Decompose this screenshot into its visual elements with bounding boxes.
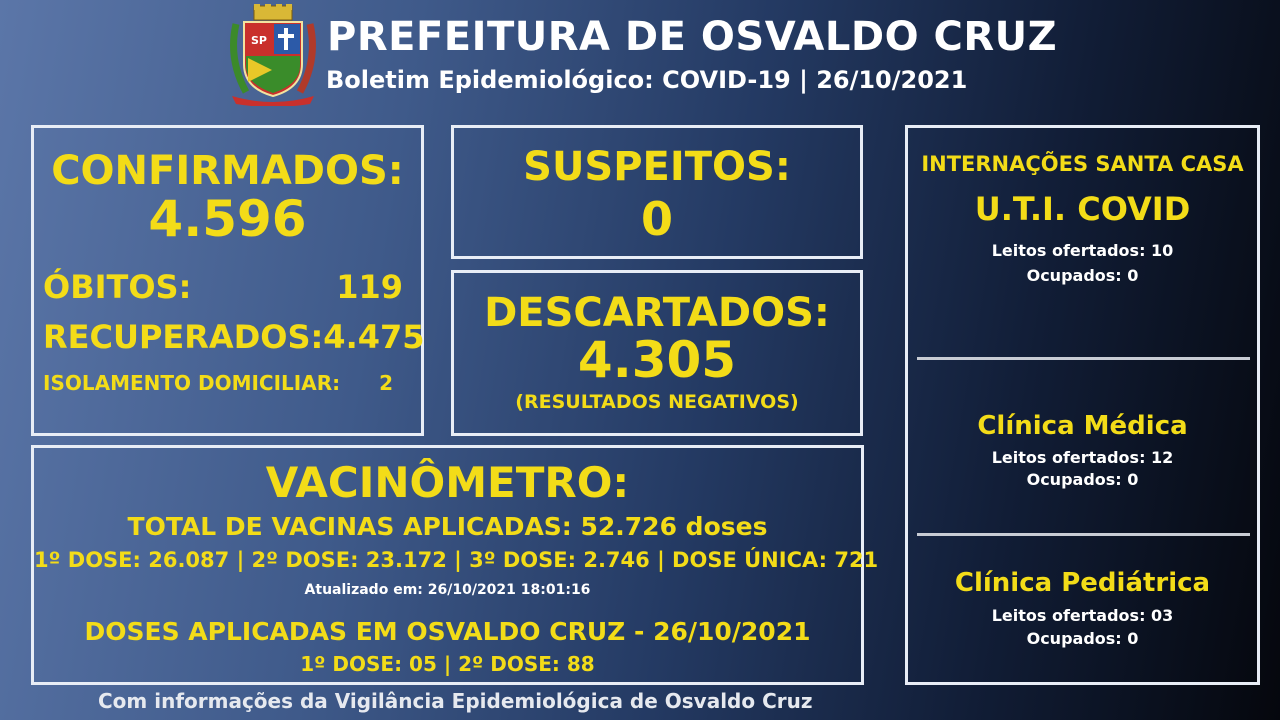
discarded-panel — [451, 270, 863, 436]
clinica-medica-beds-occupied: Ocupados: 0 — [1026, 470, 1139, 489]
clinica-medica-title: Clínica Médica — [977, 411, 1188, 441]
deaths-value: 119 — [336, 268, 403, 306]
confirmed-label: CONFIRMADOS: — [51, 148, 404, 194]
source-footer: Com informações da Vigilância Epidemiológica de Osvaldo Cruz — [98, 689, 813, 713]
deaths-row — [43, 268, 403, 306]
deaths-label: ÓBITOS: — [43, 268, 192, 306]
home-isolation-label: ISOLAMENTO DOMICILIAR: — [43, 371, 341, 395]
discarded-label: DESCARTADOS: — [484, 290, 830, 336]
clinica-pediatrica-title: Clínica Pediátrica — [954, 568, 1211, 598]
divider — [917, 357, 1250, 360]
recovered-value: 4.475 — [323, 318, 425, 356]
hospital-title: INTERNAÇÕES SANTA CASA — [921, 152, 1244, 176]
clinica-pediatrica-beds-offered: Leitos ofertados: 03 — [991, 606, 1174, 625]
clinica-pediatrica-beds-occupied: Ocupados: 0 — [1026, 629, 1139, 648]
vaccine-label: VACINÔMETRO: — [265, 458, 630, 507]
city-coat-of-arms-logo — [228, 4, 318, 106]
uti-beds-occupied: Ocupados: 0 — [1026, 266, 1139, 285]
recovered-row — [43, 318, 425, 356]
uti-covid-title: U.T.I. COVID — [974, 190, 1191, 228]
home-isolation-row — [43, 371, 403, 395]
suspects-label: SUSPEITOS: — [523, 144, 791, 190]
vaccine-panel — [31, 445, 879, 685]
crest-letters: SP — [251, 34, 267, 47]
suspects-value: 0 — [640, 192, 673, 246]
discarded-note: (RESULTADOS NEGATIVOS) — [515, 391, 799, 413]
divider — [917, 533, 1250, 536]
clinica-medica-beds-offered: Leitos ofertados: 12 — [991, 448, 1174, 467]
vaccine-updated-timestamp: Atualizado em: 26/10/2021 18:01:16 — [304, 582, 591, 598]
discarded-value: 4.305 — [577, 331, 737, 389]
local-doses-title: DOSES APLICADAS EM OSVALDO CRUZ - 26/10/2021 — [84, 617, 811, 646]
vaccine-total: TOTAL DE VACINAS APLICADAS: 52.726 doses — [127, 512, 768, 541]
confirmed-value: 4.596 — [148, 190, 307, 248]
page-subtitle: Boletim Epidemiológico: COVID-19 | 26/10/2021 — [326, 66, 968, 94]
confirmed-panel — [31, 125, 424, 436]
vaccine-doses-breakdown: 1º DOSE: 26.087 | 2º DOSE: 23.172 | 3º DOSE: 2.746 | DOSE ÚNICA: 721 — [34, 548, 879, 572]
home-isolation-value: 2 — [379, 371, 393, 395]
suspects-panel — [451, 125, 863, 259]
page-title: PREFEITURA DE OSVALDO CRUZ — [327, 14, 1058, 60]
local-doses-breakdown: 1º DOSE: 05 | 2º DOSE: 88 — [300, 652, 595, 676]
recovered-label: RECUPERADOS: — [43, 318, 324, 356]
hospital-admissions-panel — [905, 125, 1260, 685]
uti-beds-offered: Leitos ofertados: 10 — [991, 241, 1174, 260]
